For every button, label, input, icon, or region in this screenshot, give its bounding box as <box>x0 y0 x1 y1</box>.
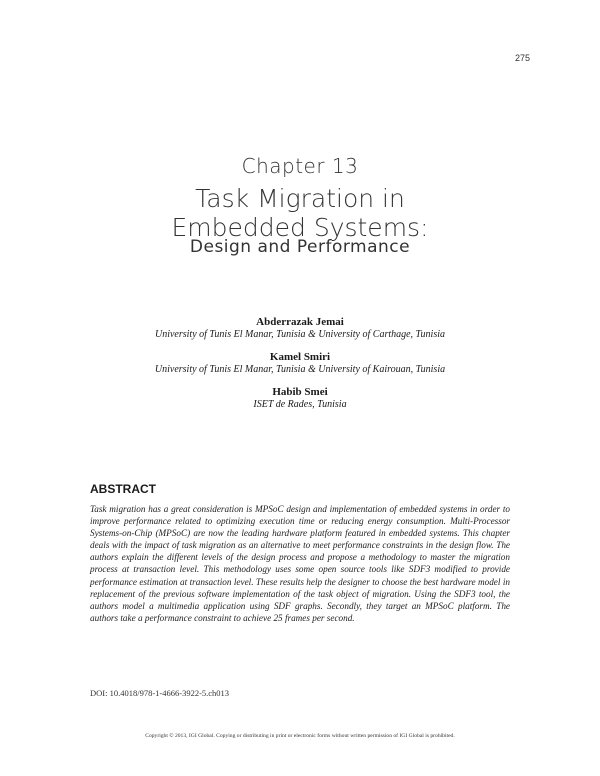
chapter-title <box>0 184 600 242</box>
author-name: Abderrazak Jemai <box>256 316 344 328</box>
author-entry <box>0 351 600 376</box>
author-affiliation: ISET de Rades, Tunisia <box>253 399 347 410</box>
author-name: Habib Smei <box>272 386 328 398</box>
author-affiliation: University of Tunis El Manar, Tunisia & University of Kairouan, Tunisia <box>154 364 446 375</box>
title-line-1: Task Migration in <box>195 184 405 213</box>
copyright-notice: Copyright © 2013, IGI Global. Copying or distributing in print or electronic forms without written permission of IGI Global is prohibited. <box>145 733 455 739</box>
author-entry <box>0 386 600 411</box>
chapter-label: Chapter 13 <box>241 154 359 178</box>
chapter-subtitle: Design and Performance <box>189 237 411 257</box>
author-affiliation: University of Tunis El Manar, Tunisia & University of Carthage, Tunisia <box>154 329 446 340</box>
author-list <box>0 316 600 421</box>
page-number: 275 <box>514 53 530 63</box>
abstract-heading: ABSTRACT <box>90 482 156 496</box>
author-name: Kamel Smiri <box>269 351 331 363</box>
title-line-2: Embedded Systems: <box>171 213 429 242</box>
doi-line: DOI: 10.4018/978-1-4666-3922-5.ch013 <box>90 688 230 698</box>
abstract-body: Task migration has a great consideration is MPSoC design and implementation of embedded systems in order to improve performance related to optimizing execution time or reducing energy consumption. Multi-Processor Systems-on-Chip (MPSoC) are now the leading hardware platform featured in embedded systems. This chapter deals with the impact of task migration as an alternative to meet performance constraints in the design flow. The authors explain the different levels of the design process and propose a methodology to master the migration process at transaction level. This methodology uses some open source tools like SDF3 modified to provide performance estimation at transaction level. These results help the designer to choose the best hardware model in replacement of the previous software implementation of the task object of migration. Using the SDF3 tool, the authors model a multimedia application using SDF graphs. Secondly, they target an MPSoC platform. The authors take a performance constraint to achieve 25 frames per second. <box>90 504 510 623</box>
author-entry <box>0 316 600 341</box>
